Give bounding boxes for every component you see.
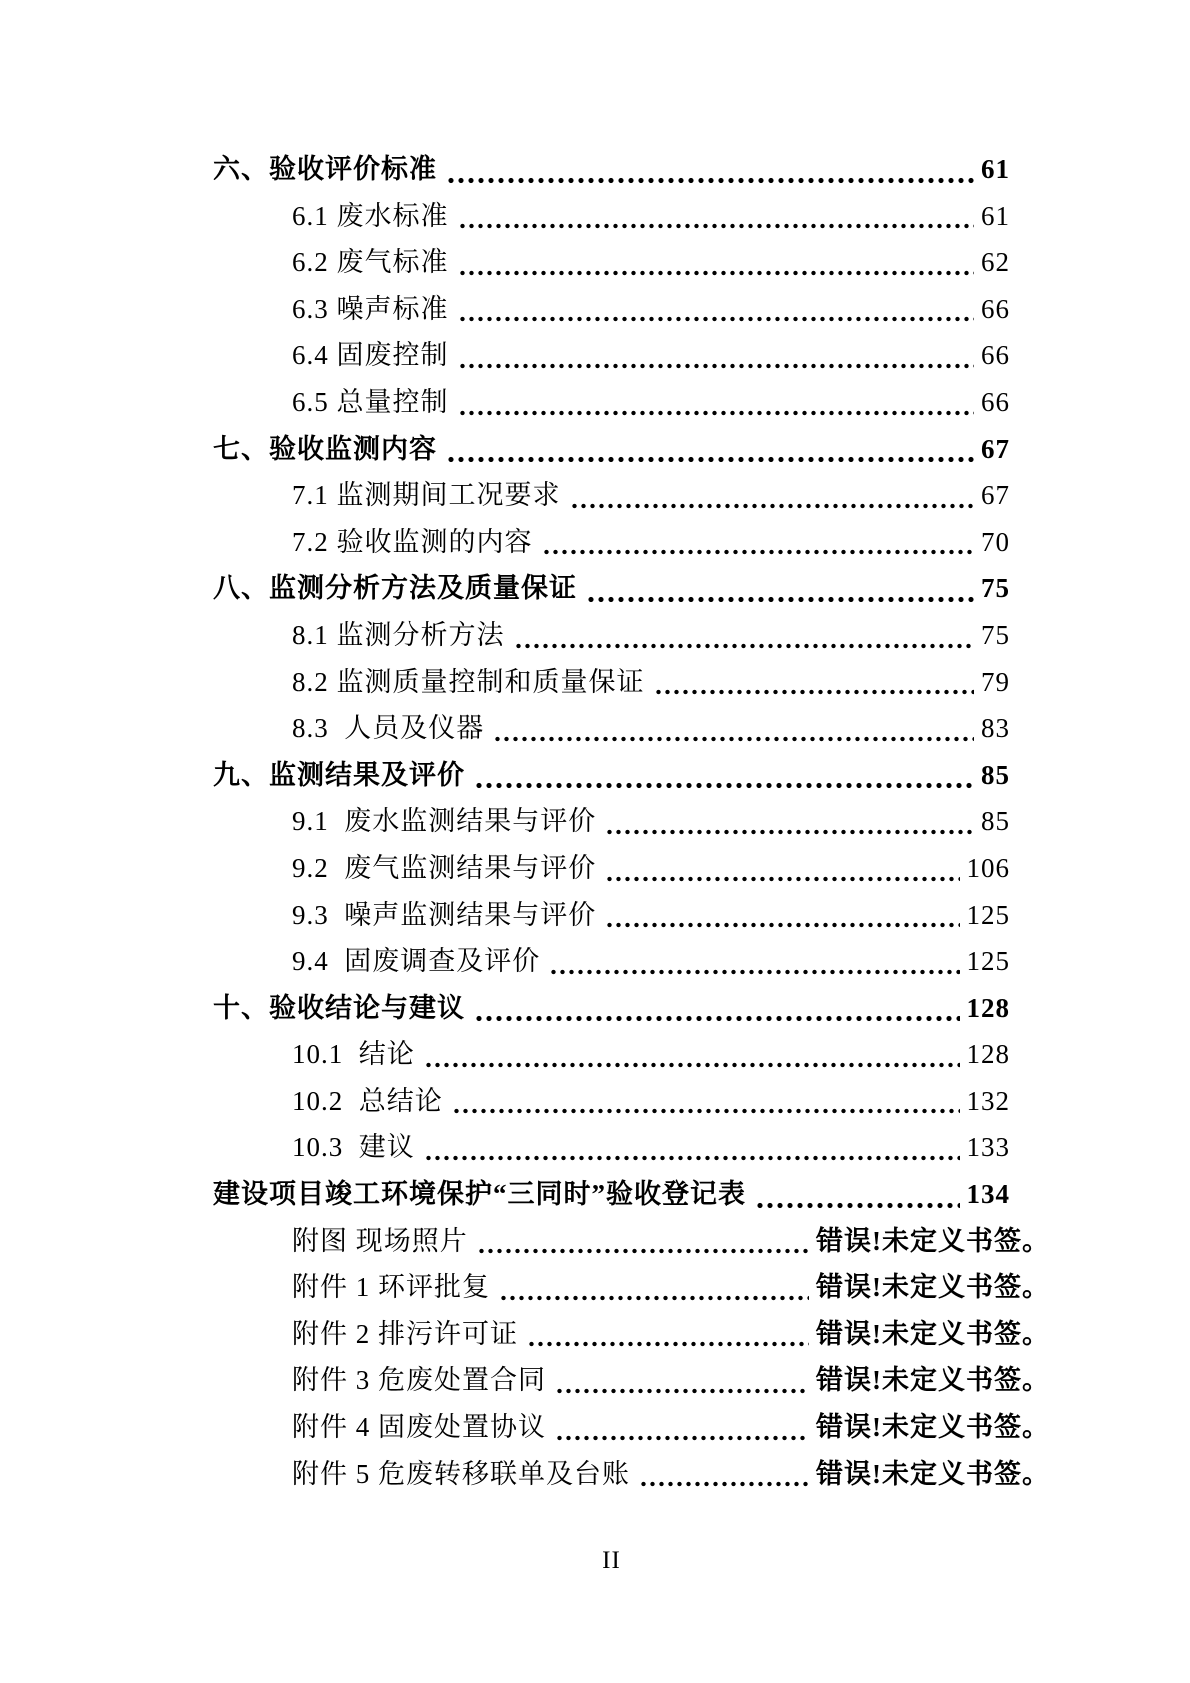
toc-entry-page-number: 85 — [981, 759, 1010, 790]
toc-entry — [213, 1265, 1050, 1312]
toc-entry-page-number: 106 — [966, 852, 1010, 883]
toc-entry — [213, 1358, 1050, 1405]
dot-leader — [605, 922, 959, 928]
toc-entry-error-ref: 错误!未定义书签。 — [816, 1225, 1050, 1256]
toc-entry-label: 8.2 监测质量控制和质量保证 — [292, 666, 645, 697]
toc-entry-label: 建设项目竣工环境保护“三同时”验收登记表 — [213, 1179, 746, 1210]
dot-leader — [458, 270, 975, 276]
toc-entry-error-ref: 错误!未定义书签。 — [816, 1365, 1050, 1396]
toc-entry — [213, 566, 1010, 613]
toc-entry-page-number: 66 — [981, 386, 1010, 417]
toc-entry-page-number: 61 — [981, 154, 1010, 184]
toc-entry-label: 附图 现场照片 — [292, 1225, 468, 1256]
toc-entry-label: 9.4 固废调查及评价 — [292, 946, 541, 977]
toc-entry-label: 9.2 废气监测结果与评价 — [292, 852, 597, 883]
toc-entry-label: 附件 3 危废处置合同 — [292, 1365, 546, 1396]
toc-entry-page-number: 75 — [981, 573, 1010, 604]
toc-entry-error-ref: 错误!未定义书签。 — [816, 1318, 1050, 1349]
dot-leader — [458, 223, 975, 229]
toc-entry — [213, 1452, 1050, 1499]
toc-entry — [213, 380, 1010, 427]
toc-entry-page-number: 61 — [981, 200, 1010, 231]
toc-entry — [213, 893, 1010, 940]
dot-leader — [474, 1015, 960, 1022]
dot-leader — [555, 1388, 809, 1394]
toc-entry — [213, 799, 1010, 846]
toc-entry-label: 6.2 废气标准 — [292, 247, 449, 278]
toc-entry-label: 七、验收监测内容 — [213, 433, 437, 464]
toc-entry-error-ref: 错误!未定义书签。 — [816, 1458, 1050, 1489]
footer-page-number: II — [602, 1547, 621, 1574]
dot-leader — [570, 503, 975, 509]
toc-entry — [213, 846, 1010, 893]
toc-entry-label: 十、验收结论与建议 — [213, 992, 465, 1023]
toc-entry-page-number: 125 — [966, 946, 1010, 977]
toc-entry-page-number: 83 — [981, 713, 1010, 744]
toc-entry-label: 六、验收评价标准 — [213, 154, 437, 184]
toc-entry — [213, 1219, 1050, 1266]
toc-entry-page-number: 85 — [981, 806, 1010, 837]
toc-entry-label: 9.3 噪声监测结果与评价 — [292, 899, 597, 930]
toc-entry — [213, 1125, 1010, 1172]
toc-entry-label: 6.1 废水标准 — [292, 200, 449, 231]
dot-leader — [452, 1108, 960, 1114]
toc-entry — [213, 660, 1010, 707]
toc-entry — [213, 147, 1010, 194]
toc-entry-label: 8.1 监测分析方法 — [292, 619, 505, 650]
dot-leader — [493, 736, 974, 742]
dot-leader — [605, 829, 974, 835]
toc-entry-label: 7.1 监测期间工况要求 — [292, 480, 561, 511]
toc-entry-page-number: 128 — [966, 992, 1010, 1023]
toc-entry-label: 附件 5 危废转移联单及台账 — [292, 1458, 630, 1489]
dot-leader — [458, 316, 975, 322]
toc-entry-label: 10.3 建议 — [292, 1132, 415, 1163]
dot-leader — [499, 1295, 809, 1301]
dot-leader — [586, 596, 974, 603]
toc-entry-page-number: 79 — [981, 666, 1010, 697]
dot-leader — [654, 689, 975, 695]
toc-entry — [213, 240, 1010, 287]
toc-entry — [213, 1079, 1010, 1126]
toc-entry — [213, 753, 1010, 800]
toc-entry — [213, 1172, 1010, 1219]
toc-entry-label: 九、监测结果及评价 — [213, 759, 465, 790]
toc-entry — [213, 1312, 1050, 1359]
toc-entry-label: 6.4 固废控制 — [292, 340, 449, 371]
toc-entry-page-number: 70 — [981, 526, 1010, 557]
toc-entry-label: 9.1 废水监测结果与评价 — [292, 806, 597, 837]
toc-entry-label: 10.1 结论 — [292, 1039, 415, 1070]
toc-entry — [213, 706, 1010, 753]
toc-entry-error-ref: 错误!未定义书签。 — [816, 1272, 1050, 1303]
dot-leader — [446, 456, 974, 463]
dot-leader — [424, 1155, 960, 1161]
dot-leader — [605, 876, 959, 882]
page-footer — [213, 1547, 1010, 1575]
table-of-contents — [213, 147, 1050, 1498]
toc-entry-page-number: 66 — [981, 293, 1010, 324]
toc-entry-label: 10.2 总结论 — [292, 1085, 443, 1116]
toc-entry — [213, 473, 1010, 520]
dot-leader — [458, 363, 975, 369]
toc-entry — [213, 613, 1010, 660]
toc-entry-label: 八、监测分析方法及质量保证 — [213, 573, 577, 604]
toc-entry-page-number: 67 — [981, 433, 1010, 464]
toc-entry-page-number: 125 — [966, 899, 1010, 930]
toc-entry — [213, 333, 1010, 380]
dot-leader — [549, 969, 959, 975]
dot-leader — [446, 177, 974, 184]
toc-entry-label: 6.5 总量控制 — [292, 386, 449, 417]
toc-entry — [213, 287, 1010, 334]
toc-entry-label: 附件 4 固废处置协议 — [292, 1412, 546, 1443]
dot-leader — [474, 782, 974, 789]
toc-entry-label: 附件 1 环评批复 — [292, 1272, 490, 1303]
toc-entry-page-number: 67 — [981, 480, 1010, 511]
toc-entry-page-number: 75 — [981, 619, 1010, 650]
dot-leader — [514, 643, 975, 649]
dot-leader — [542, 549, 975, 555]
dot-leader — [424, 1062, 960, 1068]
toc-entry-label: 8.3 人员及仪器 — [292, 713, 485, 744]
dot-leader — [477, 1248, 809, 1254]
toc-entry — [213, 986, 1010, 1033]
toc-entry-page-number: 128 — [966, 1039, 1010, 1070]
dot-leader — [639, 1481, 809, 1487]
toc-entry — [213, 520, 1010, 567]
toc-entry-page-number: 62 — [981, 247, 1010, 278]
toc-entry-error-ref: 错误!未定义书签。 — [816, 1412, 1050, 1443]
toc-entry — [213, 1405, 1050, 1452]
dot-leader — [527, 1341, 809, 1347]
toc-entry-page-number: 133 — [966, 1132, 1010, 1163]
dot-leader — [555, 1435, 809, 1441]
toc-entry-page-number: 66 — [981, 340, 1010, 371]
toc-entry-page-number: 134 — [966, 1179, 1010, 1210]
dot-leader — [755, 1202, 960, 1209]
toc-entry — [213, 939, 1010, 986]
dot-leader — [458, 410, 975, 416]
toc-entry-label: 附件 2 排污许可证 — [292, 1318, 518, 1349]
toc-entry — [213, 194, 1010, 241]
toc-entry-page-number: 132 — [966, 1085, 1010, 1116]
toc-entry-label: 7.2 验收监测的内容 — [292, 526, 533, 557]
toc-entry-label: 6.3 噪声标准 — [292, 293, 449, 324]
toc-entry — [213, 427, 1010, 474]
toc-entry — [213, 1032, 1010, 1079]
